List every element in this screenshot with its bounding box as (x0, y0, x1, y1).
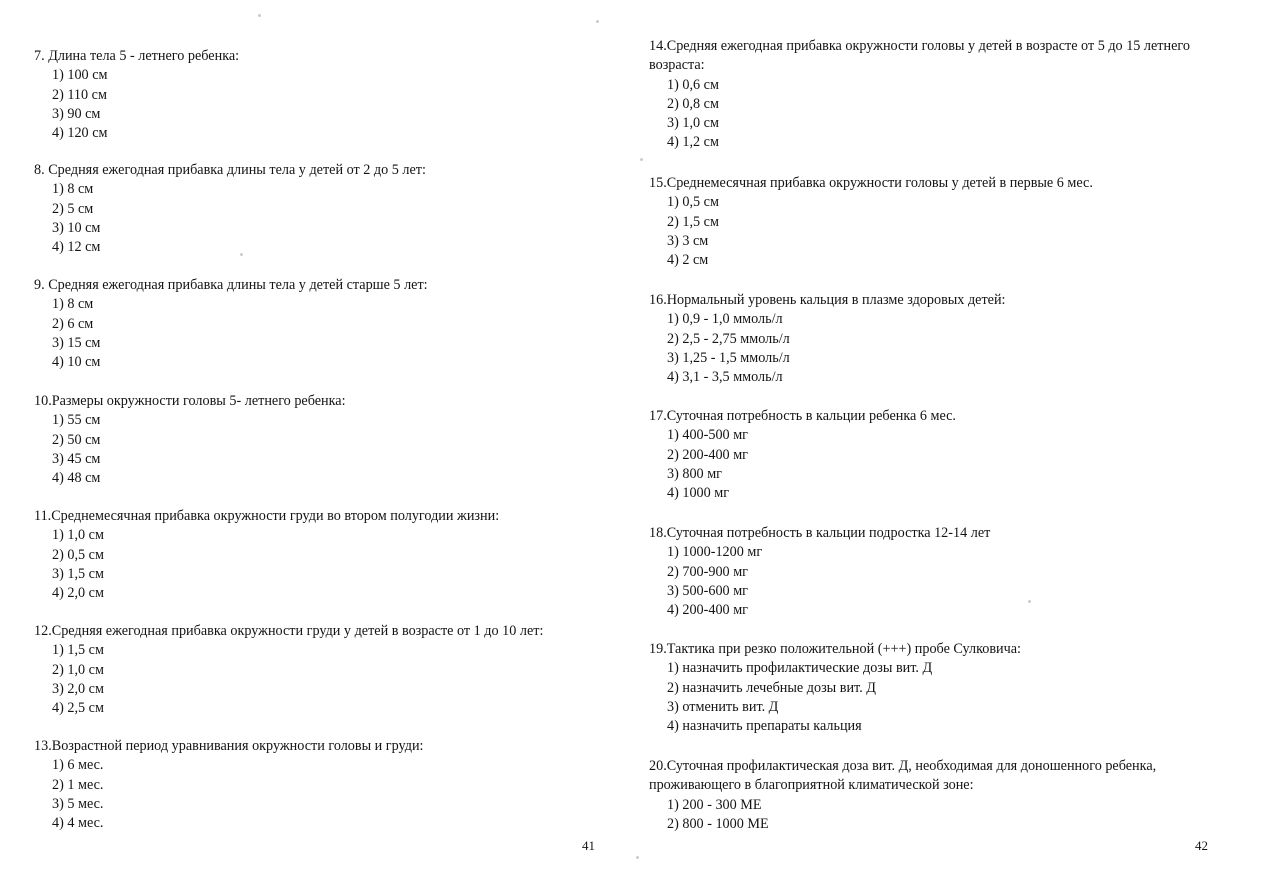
question-14 (649, 37, 1219, 153)
answer-option: 4) 4 мес. (52, 815, 104, 832)
scan-speck (240, 253, 243, 256)
answer-options (52, 295, 428, 372)
question-text: 11.Среднемесячная прибавка окружности груди во втором полугодии жизни: (34, 508, 500, 524)
question-text: 10.Размеры окружности головы 5- летнего ребенка: (34, 393, 346, 409)
answer-option: 2) 1 мес. (52, 776, 104, 793)
answer-option: 1) 100 см (52, 67, 108, 84)
answer-option: 2) 5 см (52, 200, 94, 217)
answer-option: 2) 0,8 см (667, 95, 719, 112)
question-9 (34, 276, 428, 372)
question-text: 9. Средняя ежегодная прибавка длины тела у детей старше 5 лет: (34, 277, 428, 293)
question-text: 12.Средняя ежегодная прибавка окружности груди у детей в возрасте от 1 до 10 лет: (34, 623, 544, 639)
left-page (0, 0, 631, 893)
question-text: 15.Среднемесячная прибавка окружности головы у детей в первые 6 мес. (649, 175, 1093, 191)
answer-options (667, 76, 1219, 153)
answer-option: 1) 1,5 см (52, 642, 104, 659)
answer-option: 2) 800 - 1000 МЕ (667, 815, 769, 832)
answer-option: 3) 90 см (52, 105, 101, 122)
page-number: 41 (582, 838, 595, 853)
answer-option: 3) 2,0 см (52, 680, 104, 697)
answer-option: 2) 110 см (52, 86, 107, 103)
question-text: 7. Длина тела 5 - летнего ребенка: (34, 48, 240, 64)
answer-option: 2) 700-900 мг (667, 563, 748, 580)
scan-speck (636, 856, 639, 859)
question-13 (34, 737, 424, 833)
question-20 (649, 757, 1219, 834)
answer-option: 4) 1000 мг (667, 485, 730, 502)
answer-options (52, 641, 543, 718)
question-7 (34, 47, 239, 143)
question-text: 20.Суточная профилактическая доза вит. Д, необходимая для доношенного ребенка, проживающего в благоприятной климатической зоне: (649, 758, 1157, 794)
answer-option: 3) 3 см (667, 232, 709, 249)
answer-options (667, 796, 1219, 835)
answer-options (52, 411, 346, 488)
answer-options (667, 193, 1093, 270)
answer-option: 2) 1,0 см (52, 661, 104, 678)
answer-option: 1) назначить профилактические дозы вит. Д (667, 660, 933, 677)
answer-option: 2) 6 см (52, 315, 94, 332)
answer-option: 4) 120 см (52, 125, 108, 142)
question-text: 16.Нормальный уровень кальция в плазме здоровых детей: (649, 292, 1006, 308)
scan-speck (596, 20, 599, 23)
answer-options (667, 543, 990, 620)
scan-speck (640, 158, 643, 161)
answer-option: 2) 1,5 см (667, 213, 719, 230)
answer-option: 3) 5 мес. (52, 795, 104, 812)
answer-option: 1) 400-500 мг (667, 427, 748, 444)
answer-option: 1) 1,0 см (52, 527, 104, 544)
question-text: 8. Средняя ежегодная прибавка длины тела у детей от 2 до 5 лет: (34, 162, 426, 178)
answer-option: 4) 2,0 см (52, 585, 104, 602)
question-15 (649, 174, 1093, 270)
question-text: 13.Возрастной период уравнивания окружности головы и груди: (34, 738, 424, 754)
answer-option: 2) 0,5 см (52, 546, 104, 563)
question-11 (34, 507, 499, 603)
question-19 (649, 640, 1021, 736)
answer-option: 4) 3,1 - 3,5 ммоль/л (667, 369, 783, 386)
answer-option: 3) 1,5 см (52, 565, 104, 582)
answer-option: 4) 12 см (52, 239, 101, 256)
answer-option: 2) 200-400 мг (667, 446, 748, 463)
answer-option: 3) 45 см (52, 450, 101, 467)
answer-option: 1) 8 см (52, 181, 94, 198)
question-text: 18.Суточная потребность в кальции подростка 12-14 лет (649, 525, 991, 541)
answer-option: 4) 48 см (52, 470, 101, 487)
question-18 (649, 524, 990, 620)
answer-options (667, 310, 1006, 387)
answer-option: 1) 6 мес. (52, 757, 104, 774)
question-17 (649, 407, 956, 503)
question-12 (34, 622, 543, 718)
answer-option: 4) 2,5 см (52, 700, 104, 717)
question-8 (34, 161, 426, 257)
answer-option: 4) 200-400 мг (667, 602, 748, 619)
answer-option: 2) 2,5 - 2,75 ммоль/л (667, 330, 790, 347)
right-page (631, 0, 1263, 893)
answer-option: 3) 500-600 мг (667, 582, 748, 599)
question-text: 17.Суточная потребность в кальции ребенка 6 мес. (649, 408, 956, 424)
answer-options (52, 756, 424, 833)
answer-options (52, 180, 426, 257)
answer-option: 1) 200 - 300 МЕ (667, 796, 762, 813)
answer-option: 3) отменить вит. Д (667, 698, 779, 715)
question-16 (649, 291, 1006, 387)
answer-option: 1) 0,6 см (667, 76, 719, 93)
answer-option: 3) 10 см (52, 219, 101, 236)
answer-option: 3) 800 мг (667, 465, 722, 482)
answer-option: 1) 0,9 - 1,0 ммоль/л (667, 311, 783, 328)
answer-option: 1) 1000-1200 мг (667, 544, 763, 561)
answer-option: 3) 1,0 см (667, 115, 719, 132)
answer-option: 4) 1,2 см (667, 134, 719, 151)
answer-options (52, 526, 499, 603)
answer-options (52, 66, 239, 143)
scan-speck (1028, 600, 1031, 603)
answer-option: 4) 2 см (667, 252, 709, 269)
page-number: 42 (1195, 838, 1208, 853)
answer-option: 1) 8 см (52, 296, 94, 313)
question-text: 14.Средняя ежегодная прибавка окружности головы у детей в возрасте от 5 до 15 летнего возраста: (649, 38, 1190, 74)
answer-options (667, 426, 956, 503)
answer-option: 1) 0,5 см (667, 194, 719, 211)
answer-option: 4) назначить препараты кальция (667, 718, 862, 735)
scan-speck (258, 14, 261, 17)
answer-option: 3) 15 см (52, 334, 101, 351)
answer-option: 2) назначить лечебные дозы вит. Д (667, 679, 876, 696)
answer-option: 3) 1,25 - 1,5 ммоль/л (667, 349, 790, 366)
question-text: 19.Тактика при резко положительной (+++) пробе Сулковича: (649, 641, 1022, 657)
answer-option: 1) 55 см (52, 412, 101, 429)
answer-option: 4) 10 см (52, 354, 101, 371)
answer-option: 2) 50 см (52, 431, 101, 448)
answer-options (667, 659, 1021, 736)
question-10 (34, 392, 346, 488)
